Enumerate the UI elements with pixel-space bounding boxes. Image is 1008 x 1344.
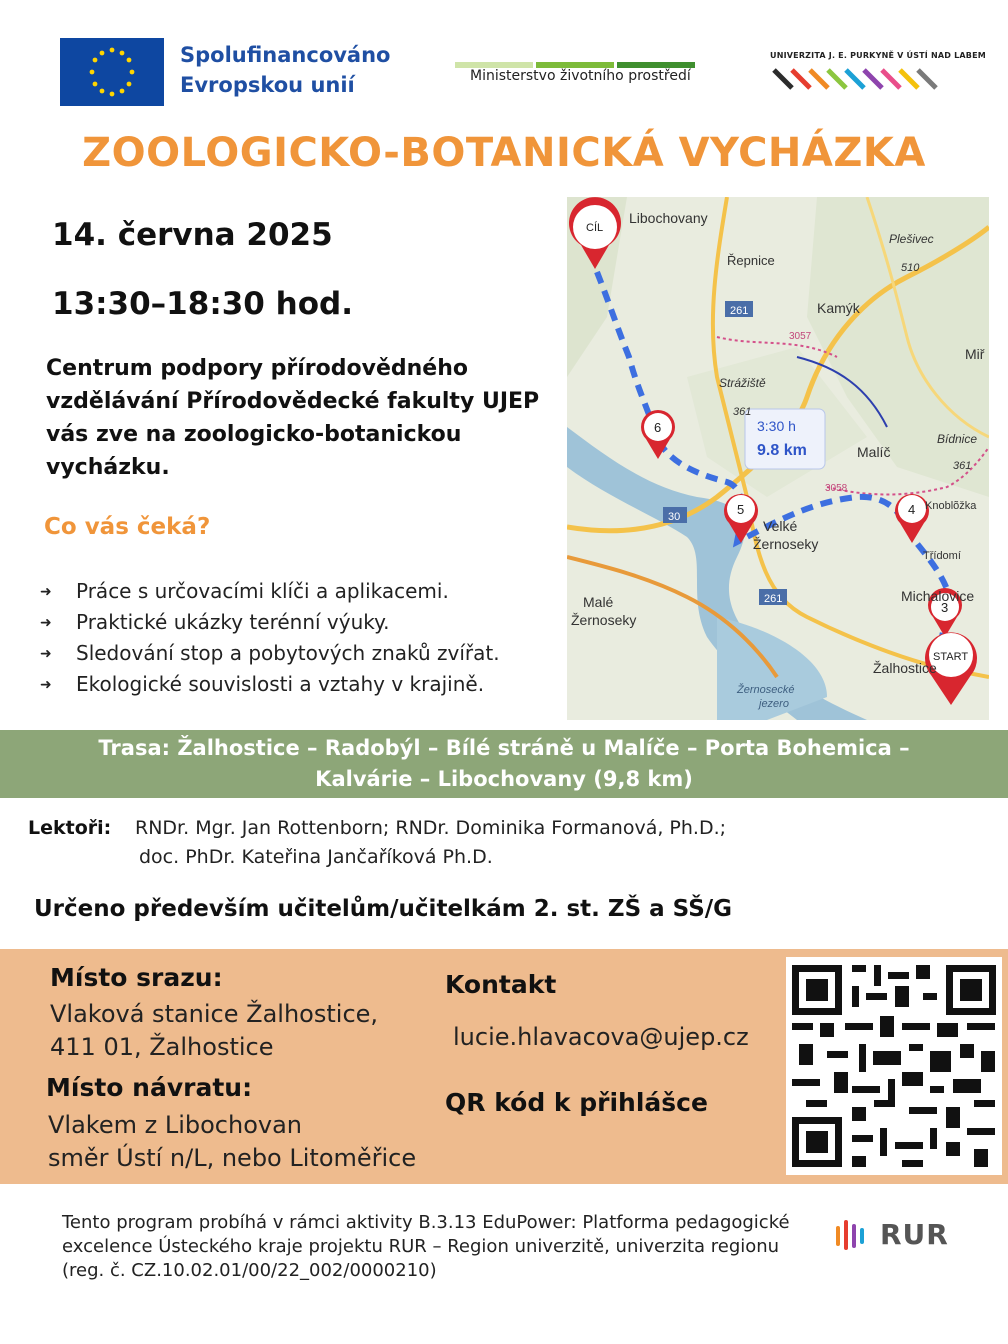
eu-cofinanced-text [180, 40, 390, 100]
footer-text: Tento program probíhá v rámci aktivity B.3.13 EduPower: Platforma pedagogické excelence Ústeckého kraje projektu RUR – Region univerzitě, univerzita regionu (reg. č. CZ.10.02.01/00/22_002/0000210) [62, 1212, 790, 1281]
contact-heading: Kontakt [445, 970, 557, 999]
list-item: ➜ Praktické ukázky terénní výuky. [40, 609, 500, 640]
map-label: 3058 [825, 483, 848, 494]
return-heading: Místo návratu: [46, 1073, 253, 1102]
map-label: 3057 [789, 331, 812, 342]
route-description [0, 733, 1008, 795]
map-label: 510 [901, 262, 920, 274]
registration-qr-code[interactable] [786, 957, 1002, 1175]
map-label: Žernoseky [571, 612, 637, 628]
marker-label: 5 [737, 502, 745, 517]
eu-line-1: Spolufinancováno [180, 43, 391, 67]
list-item: ➜ Práce s určovacími klíči a aplikacemi. [40, 578, 500, 609]
university-name: UNIVERZITA J. E. PURKYNĚ V ÚSTÍ NAD LABEM [770, 51, 986, 60]
map-label: Plešivec [889, 232, 934, 246]
callout-time: 3:30 h [757, 418, 796, 434]
contact-email[interactable]: lucie.hlavacova@ujep.cz [453, 1023, 749, 1051]
route-map [567, 197, 989, 720]
page-title: ZOOLOGICKO-BOTANICKÁ VYCHÁZKA [82, 130, 926, 176]
map-label: Velké [763, 518, 798, 534]
marker-label: CÍL [586, 222, 604, 234]
marker-label: 6 [654, 420, 662, 435]
rur-logo-text: RUR [880, 1218, 949, 1251]
rur-bars-icon [834, 1218, 870, 1252]
map-label: Žernosecké [737, 684, 795, 696]
arrow-bullet-icon: ➜ [40, 615, 52, 631]
marker-label: 4 [908, 502, 916, 517]
qr-heading: QR kód k přihlášce [445, 1088, 708, 1117]
what-to-expect-heading: Co vás čeká? [44, 514, 211, 540]
qr-code-icon [786, 957, 1002, 1175]
arrow-bullet-icon: ➜ [40, 677, 52, 693]
map-label: Strážiště [719, 376, 766, 390]
event-date: 14. června 2025 [52, 217, 333, 253]
route-line-2: Kalvárie – Libochovany (9,8 km) [315, 767, 693, 791]
road-number: 30 [668, 511, 681, 523]
eu-flag-logo [60, 38, 164, 106]
university-stripes-logo [770, 64, 942, 94]
eu-stars-icon [60, 38, 164, 106]
route-map-graphic [567, 197, 989, 720]
lecturers-line-1: RNDr. Mgr. Jan Rottenborn; RNDr. Dominika Formanová, Ph.D.; [135, 817, 727, 839]
meeting-line-2: 411 01, Žalhostice [50, 1033, 274, 1061]
map-label: Třídomí [923, 550, 961, 562]
map-label: 361 [733, 406, 752, 418]
road-number: 261 [764, 593, 783, 605]
arrow-bullet-icon: ➜ [40, 646, 52, 662]
map-label: Michalovice [901, 588, 975, 604]
lecturers-line-2: doc. PhDr. Kateřina Jančaříková Ph.D. [139, 846, 493, 868]
map-label: Kamýk [817, 300, 860, 316]
target-audience: Určeno především učitelům/učitelkám 2. st. ZŠ a SŠ/G [34, 896, 733, 922]
map-label: Bídnice [937, 432, 978, 446]
road-number: 261 [730, 305, 749, 317]
list-item: ➜ Sledování stop a pobytových znaků zvířat. [40, 640, 500, 671]
intro-text: Centrum podpory přírodovědného vzdělávání Přírodovědecké fakulty UJEP vás zve na zoologicko-botanickou vycházku. [46, 356, 540, 480]
map-label: Miř [965, 346, 985, 362]
meeting-line-1: Vlaková stanice Žalhostice, [50, 1000, 379, 1028]
ministry-name: Ministerstvo životního prostředí [470, 68, 691, 84]
activities-list [40, 578, 500, 702]
map-label: 361 [953, 460, 972, 472]
map-label: Žernoseky [753, 536, 819, 552]
meeting-heading: Místo srazu: [50, 963, 223, 992]
route-line-1: Trasa: Žalhostice – Radobýl – Bílé stráně u Malíče – Porta Bohemica – [98, 736, 910, 760]
event-time: 13:30–18:30 hod. [52, 286, 353, 322]
marker-label: START [933, 651, 969, 663]
lecturers-label: Lektoři: [28, 817, 112, 839]
map-label: Malíč [857, 444, 891, 460]
map-label: Žalhostice [873, 660, 937, 676]
list-item: ➜ Ekologické souvislosti a vztahy v krajině. [40, 671, 500, 702]
map-label: Malé [583, 594, 614, 610]
eu-line-2: Evropskou unií [180, 73, 355, 97]
map-label: Knoblõžka [925, 500, 977, 512]
ministry-logo-bars [455, 53, 698, 59]
callout-distance: 9.8 km [757, 442, 807, 459]
return-line-2: směr Ústí n/L, nebo Litoměřice [48, 1144, 417, 1172]
marker-label: 3 [941, 600, 949, 615]
map-label: Řepnice [727, 253, 775, 268]
map-label: Libochovany [629, 210, 708, 226]
map-label: jezero [759, 698, 789, 710]
return-line-1: Vlakem z Libochovan [48, 1111, 303, 1139]
arrow-bullet-icon: ➜ [40, 584, 52, 600]
